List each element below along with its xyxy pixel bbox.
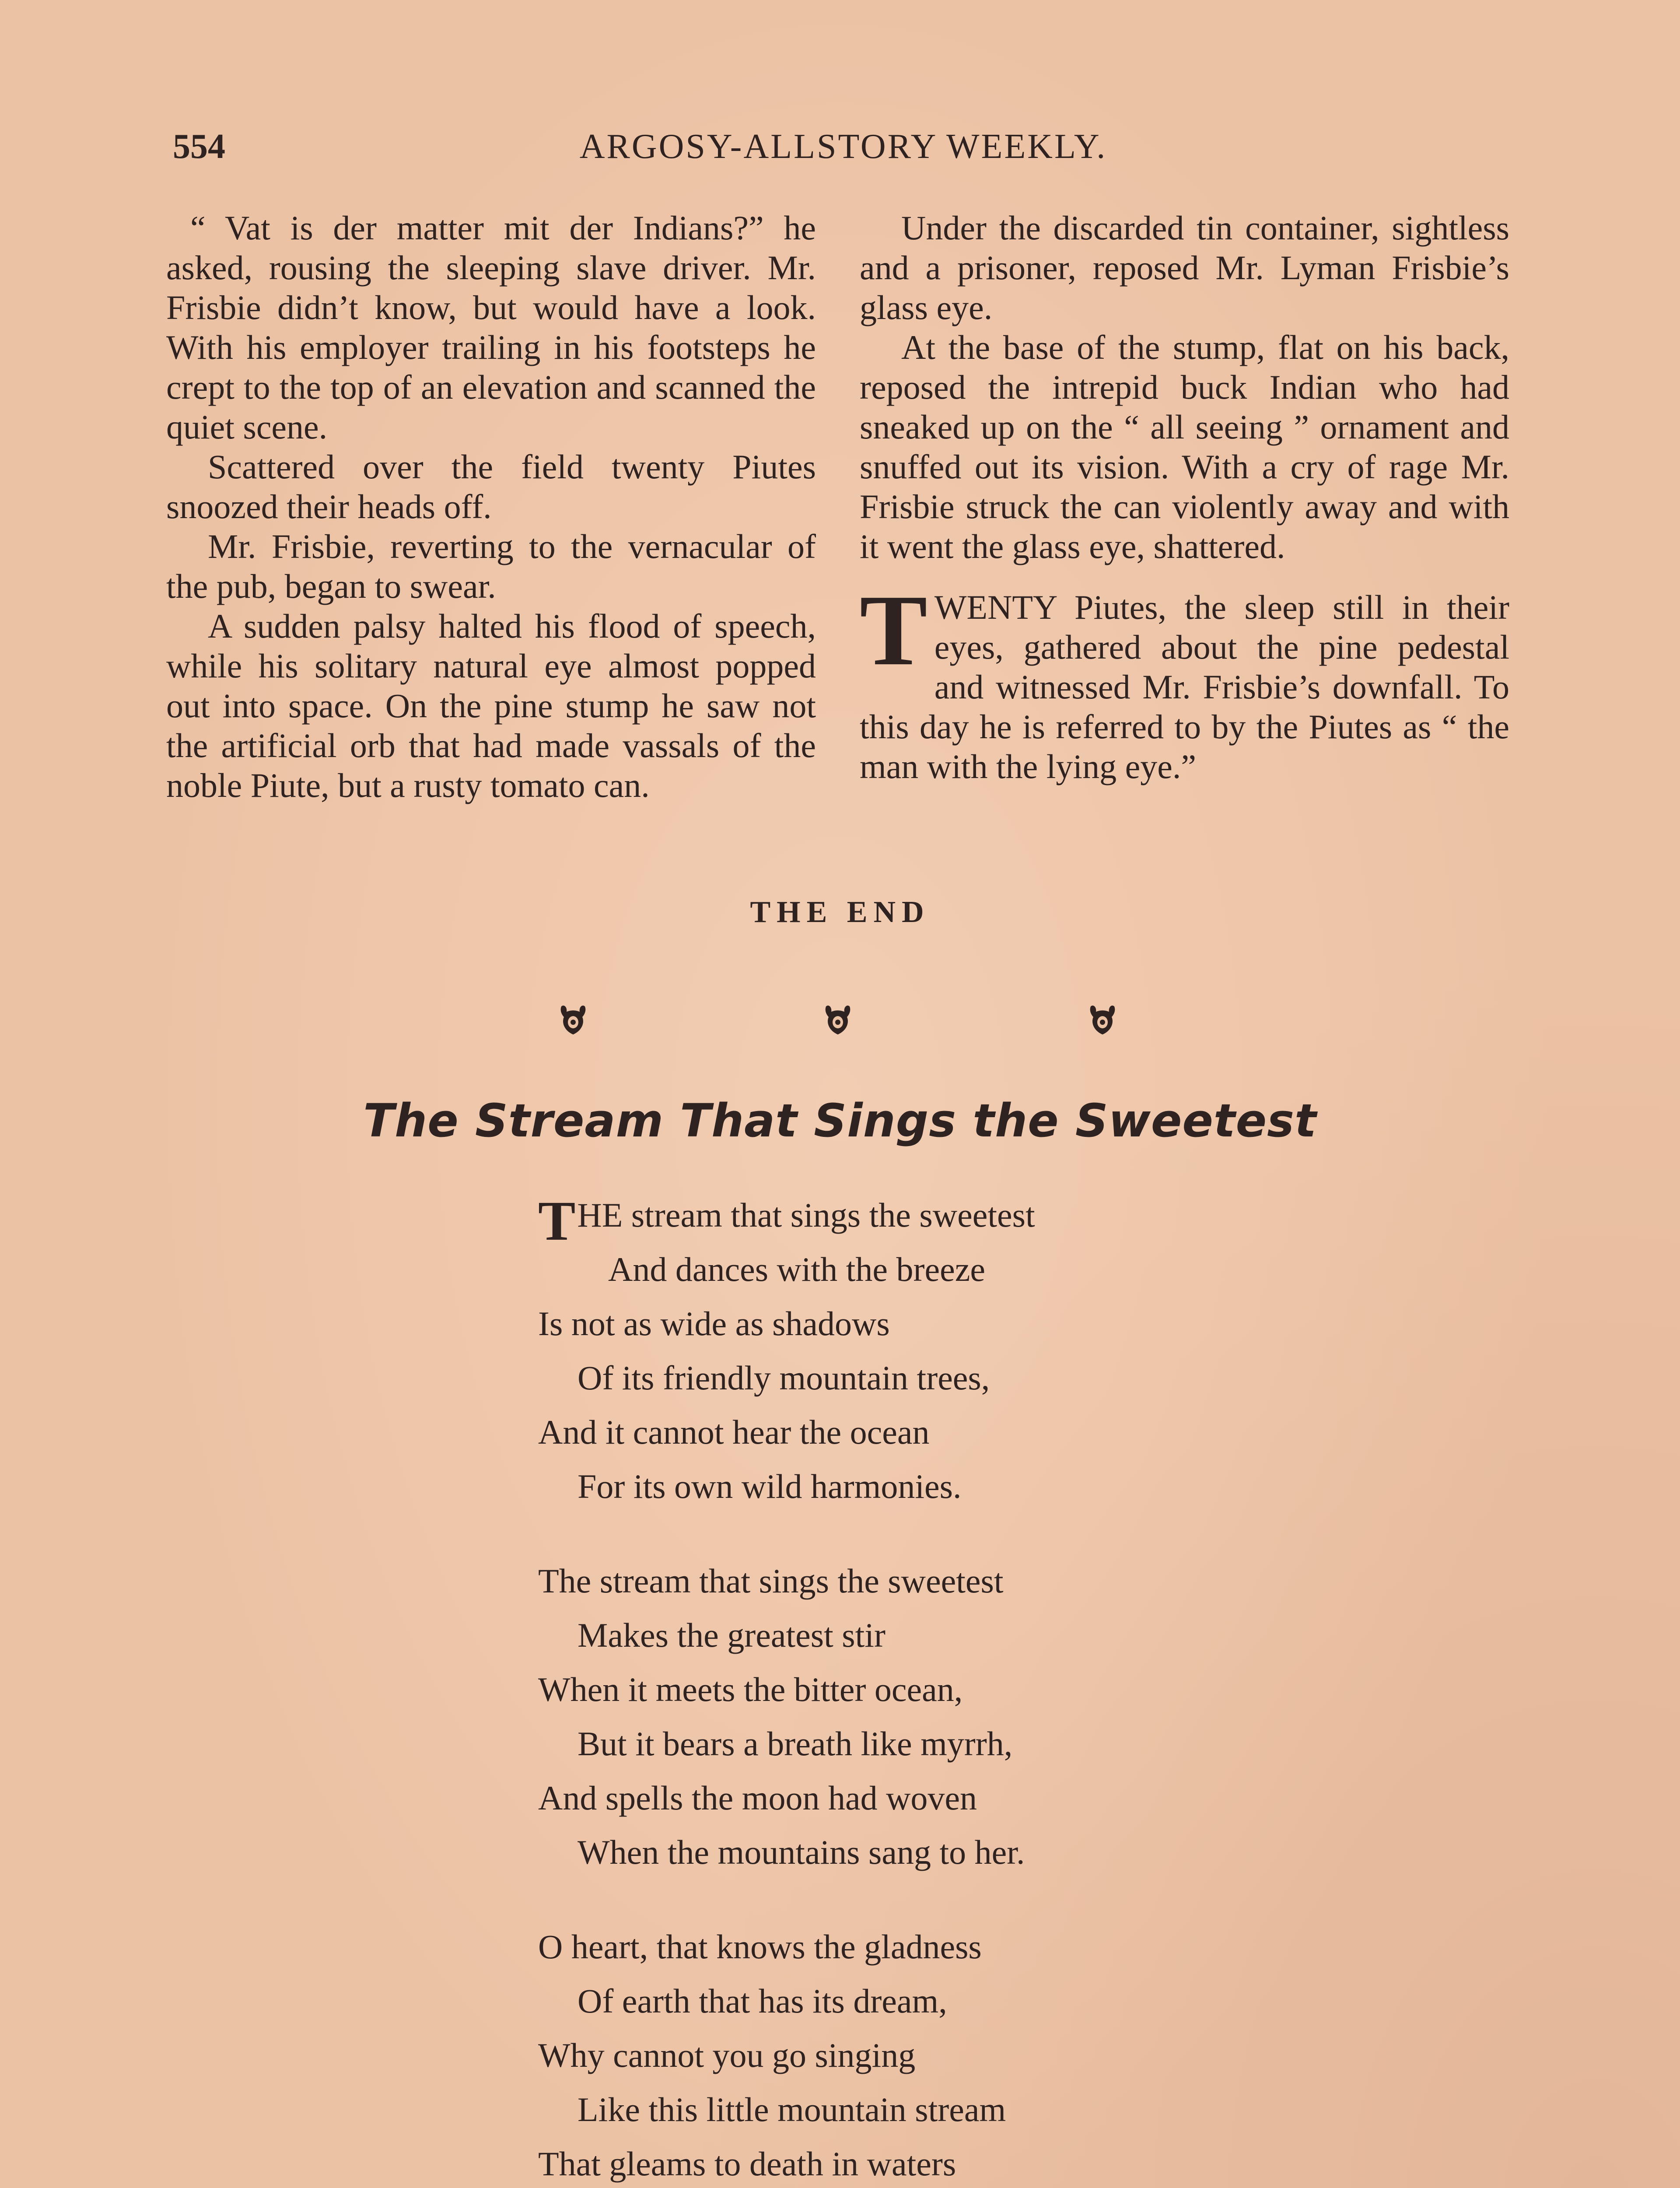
running-head: ARGOSY-ALLSTORY WEEKLY.	[579, 127, 1107, 166]
poem-line: Of its friendly mountain trees,	[578, 1359, 990, 1397]
poem-line: Of earth that has its dream,	[578, 1982, 947, 2020]
story-paragraph: “ Vat is der matter mit der Indians?” he asked, rousing the sleeping slave driver. Mr. Frisbie didn’t know, but would have a look. With his employer trailing in his footsteps he crept to the top of an elevation and scanned the quiet scene.	[166, 209, 816, 446]
poem-line: Like this little mountain stream	[578, 2090, 1006, 2128]
poem-line: But it bears a breath like myrrh,	[578, 1725, 1013, 1763]
poem-line: When the mountains sang to her.	[578, 1833, 1025, 1871]
story-paragraph: At the base of the stump, flat on his back, reposed the intrepid buck Indian who had sneaked up on the “ all seeing ” ornament and snuffed out its vision. With a cry of rage Mr. Frisbie struck the can violently away and with it went the glass eye, shattered.	[860, 328, 1509, 565]
story-paragraph-text: WENTY Piutes, the sleep still in their eyes, gathered about the pine pedestal and witnessed Mr. Frisbie’s downfall. To this day he is referred to by the Piutes as “ the man with the lying eye.”	[860, 588, 1509, 785]
page-number: 554	[173, 127, 225, 166]
poem-line: Makes the greatest stir	[578, 1616, 886, 1654]
poem-line-text: HE stream that sings the sweetest	[577, 1196, 1035, 1234]
story-paragraph: Scattered over the field twenty Piutes snoozed their heads off.	[166, 448, 816, 526]
poem-stanza	[538, 1554, 1544, 1879]
story-column-left	[166, 208, 816, 805]
fleuron-icon	[558, 1002, 588, 1037]
poem-line: And spells the moon had woven	[538, 1779, 977, 1817]
poem-line: And dances with the breeze	[608, 1250, 985, 1288]
story-paragraph: Under the discarded tin container, sightless and a prisoner, reposed Mr. Lyman Frisbie’s glass eye.	[860, 209, 1509, 326]
the-end-label: THE END	[750, 895, 930, 929]
poem-line: And it cannot hear the ocean	[538, 1413, 930, 1451]
ornament-row	[0, 1002, 1680, 1041]
poem-line: The stream that sings the sweetest	[538, 1562, 1004, 1600]
poem-stanza	[538, 1920, 1544, 2188]
page-header	[173, 127, 1514, 175]
poem-line: When it meets the bitter ocean,	[538, 1670, 963, 1708]
poem-line: Why cannot you go singing	[538, 2036, 916, 2074]
poem-stanza	[538, 1188, 1544, 1514]
poem-body	[538, 1188, 1544, 2188]
poem-line: O heart, that knows the gladness	[538, 1928, 982, 1966]
poem-title: The Stream That Sings the Sweetest	[363, 1094, 1317, 1147]
story-paragraph-initial	[860, 574, 1509, 786]
poem-line: For its own wild harmonies.	[578, 1467, 962, 1505]
story-paragraph: Mr. Frisbie, reverting to the vernacular of the pub, began to swear.	[166, 527, 816, 605]
drop-cap: T	[860, 574, 928, 687]
story-column-right	[860, 208, 1509, 786]
story-paragraph: A sudden palsy halted his flood of speech, while his solitary natural eye almost popped out into space. On the pine stump he saw not the artificial orb that had made vassals of the noble Piute, but a rusty tomato can.	[166, 607, 816, 804]
drop-cap: T	[538, 1190, 576, 1252]
fleuron-icon	[1087, 1002, 1118, 1037]
fleuron-icon	[822, 1002, 853, 1037]
poem-line: Is not as wide as shadows	[538, 1304, 890, 1343]
poem-line: That gleams to death in waters	[538, 2145, 956, 2183]
poem-line	[538, 1188, 1544, 1252]
